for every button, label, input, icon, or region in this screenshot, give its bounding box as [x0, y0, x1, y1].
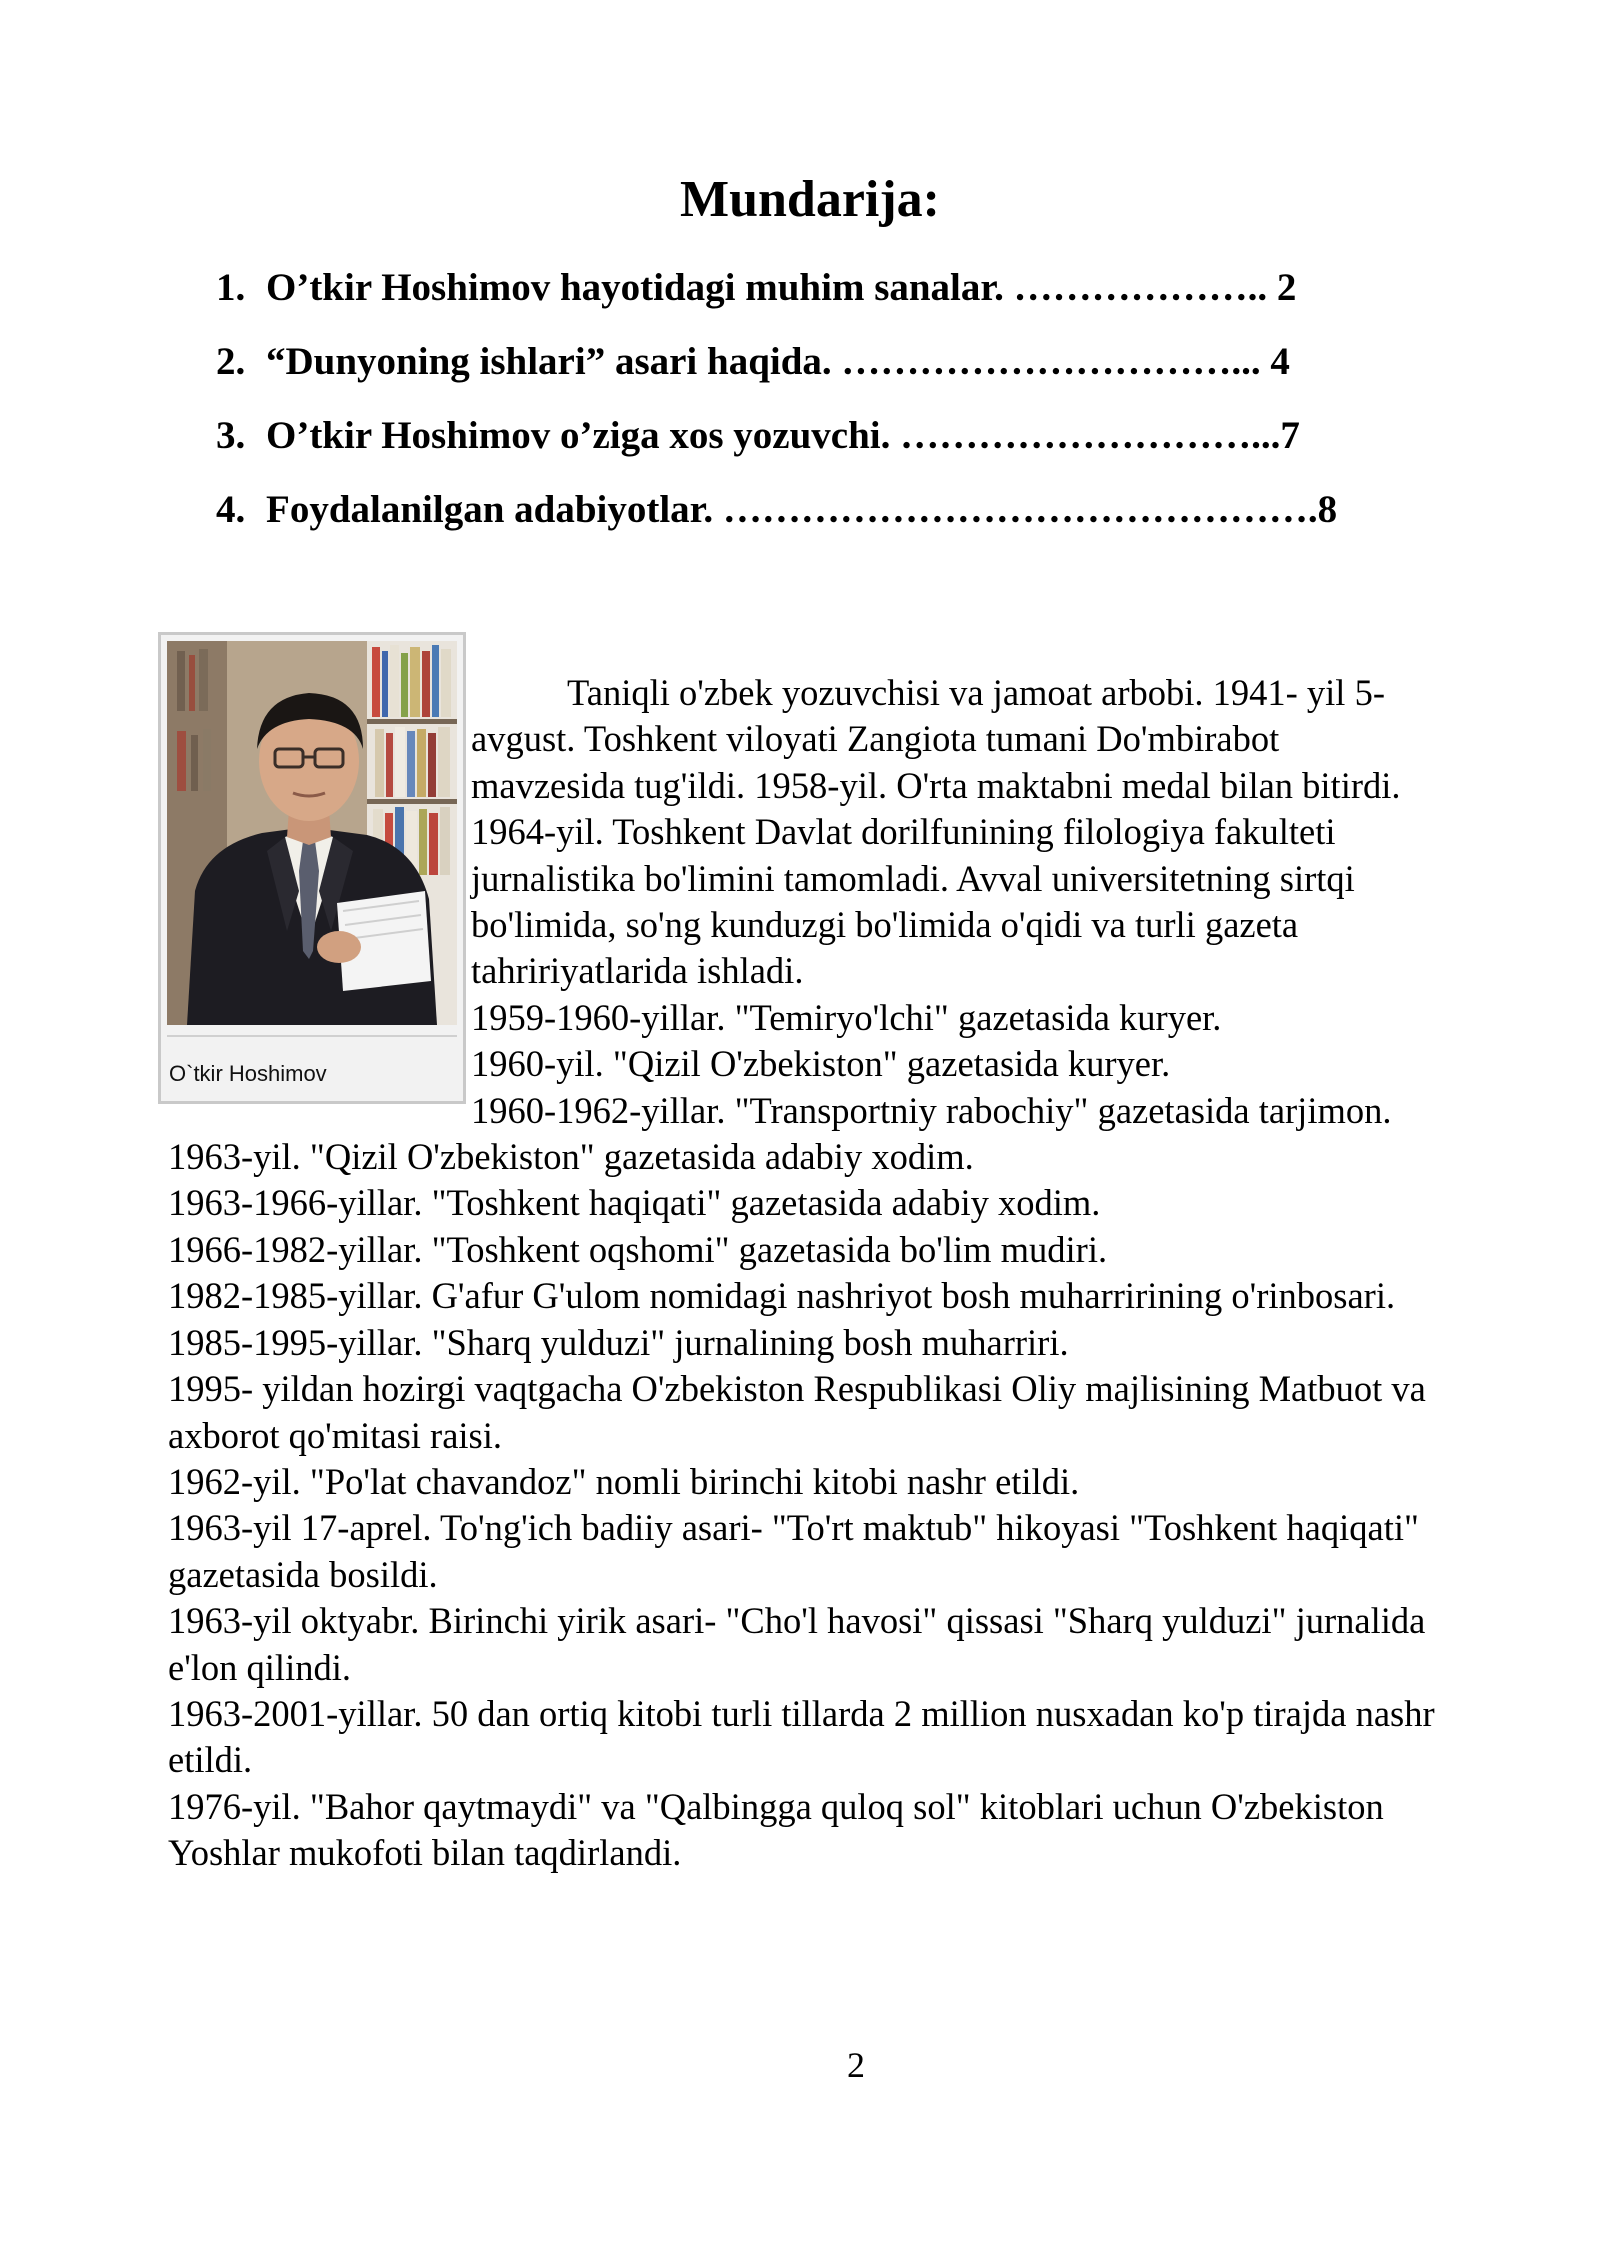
- toc-item-number: 2.: [216, 340, 246, 383]
- toc-item: [216, 330, 1406, 404]
- toc-item-text: “Dunyoning ishlari” asari haqida. …………………………... 4: [266, 340, 1290, 383]
- toc-item: [216, 404, 1406, 478]
- toc-item: [216, 256, 1406, 330]
- bio-entry: 1995- yildan hozirgi vaqtgacha O'zbekiston Respublikasi Oliy majlisining Matbuot va axborot qo'mitasi raisi.: [168, 1368, 1426, 1456]
- bio-entry: 1966-1982-yillar. "Toshkent oqshomi" gazetasida bo'lim mudiri.: [168, 1228, 1108, 1270]
- bio-entry: 1963-1966-yillar. "Toshkent haqiqati" gazetasida adabiy xodim.: [168, 1182, 1101, 1224]
- bio-intro-paragraph: Taniqli o'zbek yozuvchisi va jamoat arbobi. 1941- yil 5-avgust. Toshkent viloyati Zangiota tumani Do'mbirabot mavzesida tug'ildi. 1958-yil. O'rta maktabni medal bilan bitirdi. 1964-yil. Toshkent Davlat dorilfunining filologiya fakulteti jurnalistika bo'limini tamomladi. Avval universitetning sirtqi bo'limida, so'ng kunduzgi bo'limida o'qidi va turli gazeta tahririyatlarida ishladi.: [471, 672, 1401, 992]
- bio-entry: 1976-yil. "Bahor qaytmaydi" va "Qalbingga quloq sol" kitoblari uchun O'zbekiston Yoshlar mukofoti bilan taqdirlandi.: [168, 1785, 1384, 1874]
- table-of-contents: [216, 256, 1406, 552]
- bio-entry: 1963-yil oktyabr. Birinchi yirik asari- "Cho'l havosi" qissasi "Sharq yulduzi" jurnalida e'lon qilindi.: [168, 1600, 1426, 1688]
- bio-entry: 1960-yil. "Qizil O'zbekiston" gazetasida kuryer.: [471, 1043, 1171, 1085]
- photo-wrap-space: [168, 670, 471, 1126]
- bio-entry: 1960-1962-yillar. "Transportniy rabochiy" gazetasida tarjimon.: [471, 1089, 1392, 1131]
- toc-title: Mundarija:: [680, 171, 940, 228]
- bio-entry: 1963-yil 17-aprel. To'ng'ich badiiy asari- "To'rt maktub" hikoyasi "Toshkent haqiqati" gazetasida bosildi.: [168, 1507, 1419, 1595]
- biography-text: [168, 670, 1438, 1877]
- bio-entry: 1985-1995-yillar. "Sharq yulduzi" jurnalining bosh muharriri.: [168, 1321, 1069, 1363]
- bio-entry: 1982-1985-yillar. G'afur G'ulom nomidagi nashriyot bosh muharririning o'rinbosari.: [168, 1275, 1396, 1317]
- toc-item-number: 1.: [216, 266, 246, 309]
- toc-item-text: O’tkir Hoshimov hayotidagi muhim sanalar. ……………….. 2: [266, 266, 1297, 309]
- toc-item-text: O’tkir Hoshimov o’ziga xos yozuvchi. ………………………...7: [266, 414, 1300, 457]
- bio-entry: 1959-1960-yillar. "Temiryo'lchi" gazetasida kuryer.: [471, 996, 1222, 1038]
- toc-item-number: 4.: [216, 488, 246, 531]
- toc-item-text: Foydalanilgan adabiyotlar. ……………………………………….8: [266, 488, 1338, 531]
- bio-entry: 1963-yil. "Qizil O'zbekiston" gazetasida adabiy xodim.: [168, 1136, 974, 1178]
- toc-item: [216, 478, 1406, 552]
- page-number: 2: [847, 2045, 865, 2085]
- bio-entry: 1962-yil. "Po'lat chavandoz" nomli birinchi kitobi nashr etildi.: [168, 1460, 1080, 1502]
- photo-caption: O`tkir Hoshimov: [169, 1061, 327, 1086]
- bio-entry: 1963-2001-yillar. 50 dan ortiq kitobi turli tillarda 2 million nusxadan ko'p tirajda nashr etildi.: [168, 1692, 1435, 1781]
- toc-item-number: 3.: [216, 414, 246, 457]
